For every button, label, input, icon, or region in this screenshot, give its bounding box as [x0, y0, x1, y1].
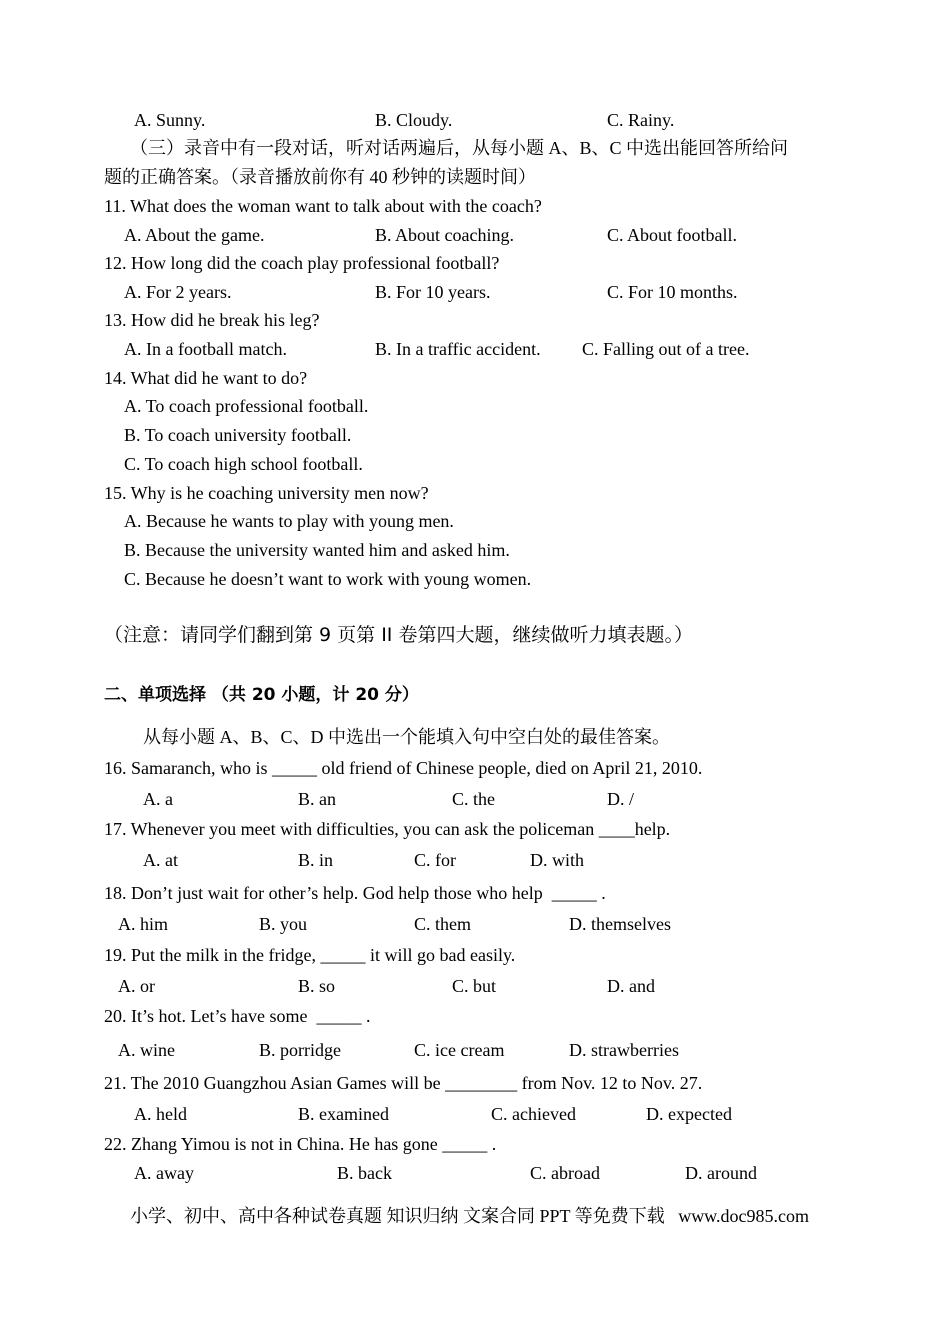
section2-instruction: 从每小题 A、B、C、D 中选出一个能填入句中空白处的最佳答案。 — [143, 727, 671, 747]
question: 16. Samaranch, who is _____ old friend of Chinese people, died on April 21, 2010. — [104, 758, 703, 778]
footer: 小学、初中、高中各种试卷真题 知识归纳 文案合同 PPT 等免费下载 www.doc985.com — [130, 1206, 809, 1226]
option: B. Cloudy. — [375, 110, 453, 130]
option: A. at — [143, 850, 178, 870]
option: A. away — [134, 1163, 194, 1183]
question: 15. Why is he coaching university men now? — [104, 483, 429, 503]
question: 17. Whenever you meet with difficulties, you can ask the policeman ____help. — [104, 819, 671, 839]
option: C. but — [452, 976, 497, 996]
option: A. In a football match. — [124, 339, 287, 359]
option: C. For 10 months. — [607, 282, 738, 302]
option: A. held — [134, 1104, 187, 1124]
option: B. Because the university wanted him and asked him. — [124, 540, 510, 560]
question: 20. It’s hot. Let’s have some _____ . — [104, 1006, 371, 1026]
option: B. so — [298, 976, 336, 996]
question: 14. What did he want to do? — [104, 368, 308, 388]
option: B. examined — [298, 1104, 389, 1124]
option: A. For 2 years. — [124, 282, 232, 302]
option: B. you — [259, 914, 308, 934]
question: 21. The 2010 Guangzhou Asian Games will be ________ from Nov. 12 to Nov. 27. — [104, 1073, 703, 1093]
option: C. Because he doesn’t want to work with young women. — [124, 569, 532, 589]
option: D. expected — [646, 1104, 732, 1124]
option: C. the — [452, 789, 495, 809]
option: D. / — [607, 789, 634, 809]
section3-instruction: （三）录音中有一段对话，听对话两遍后，从每小题 A、B、C 中选出能回答所给问 — [130, 138, 789, 158]
option: D. with — [530, 850, 584, 870]
option: D. strawberries — [569, 1040, 679, 1060]
option: C. To coach high school football. — [124, 454, 363, 474]
question: 12. How long did the coach play professional football? — [104, 253, 500, 273]
option: C. them — [414, 914, 471, 934]
option: A. Sunny. — [134, 110, 206, 130]
notice: （注意：请同学们翻到第 9 页第 II 卷第四大题，继续做听力填表题。） — [104, 624, 693, 646]
option: D. around — [685, 1163, 757, 1183]
option: B. in — [298, 850, 334, 870]
option: C. achieved — [491, 1104, 576, 1124]
option: C. Rainy. — [607, 110, 675, 130]
option: A. Because he wants to play with young men. — [124, 511, 454, 531]
option: C. for — [414, 850, 456, 870]
option: A. or — [118, 976, 155, 996]
option: C. Falling out of a tree. — [582, 339, 750, 359]
option: C. abroad — [530, 1163, 600, 1183]
option: D. and — [607, 976, 655, 996]
section2-heading: 二、单项选择 （共 20 小题，计 20 分） — [104, 685, 419, 705]
option: A. To coach professional football. — [124, 396, 369, 416]
option: B. In a traffic accident. — [375, 339, 541, 359]
question: 18. Don’t just wait for other’s help. God help those who help _____ . — [104, 883, 606, 903]
option: B. back — [337, 1163, 392, 1183]
option: B. porridge — [259, 1040, 341, 1060]
option: B. To coach university football. — [124, 425, 352, 445]
question: 22. Zhang Yimou is not in China. He has gone _____ . — [104, 1134, 497, 1154]
option: A. About the game. — [124, 225, 265, 245]
question: 19. Put the milk in the fridge, _____ it will go bad easily. — [104, 945, 516, 965]
option: A. a — [143, 789, 173, 809]
option: A. wine — [118, 1040, 175, 1060]
section3-instruction: 题的正确答案。（录音播放前你有 40 秒钟的读题时间） — [104, 167, 536, 187]
option: D. themselves — [569, 914, 671, 934]
option: A. him — [118, 914, 169, 934]
option: B. an — [298, 789, 336, 809]
option: B. About coaching. — [375, 225, 514, 245]
question: 11. What does the woman want to talk about with the coach? — [104, 196, 542, 216]
option: C. ice cream — [414, 1040, 505, 1060]
option: C. About football. — [607, 225, 737, 245]
question: 13. How did he break his leg? — [104, 310, 320, 330]
option: B. For 10 years. — [375, 282, 491, 302]
